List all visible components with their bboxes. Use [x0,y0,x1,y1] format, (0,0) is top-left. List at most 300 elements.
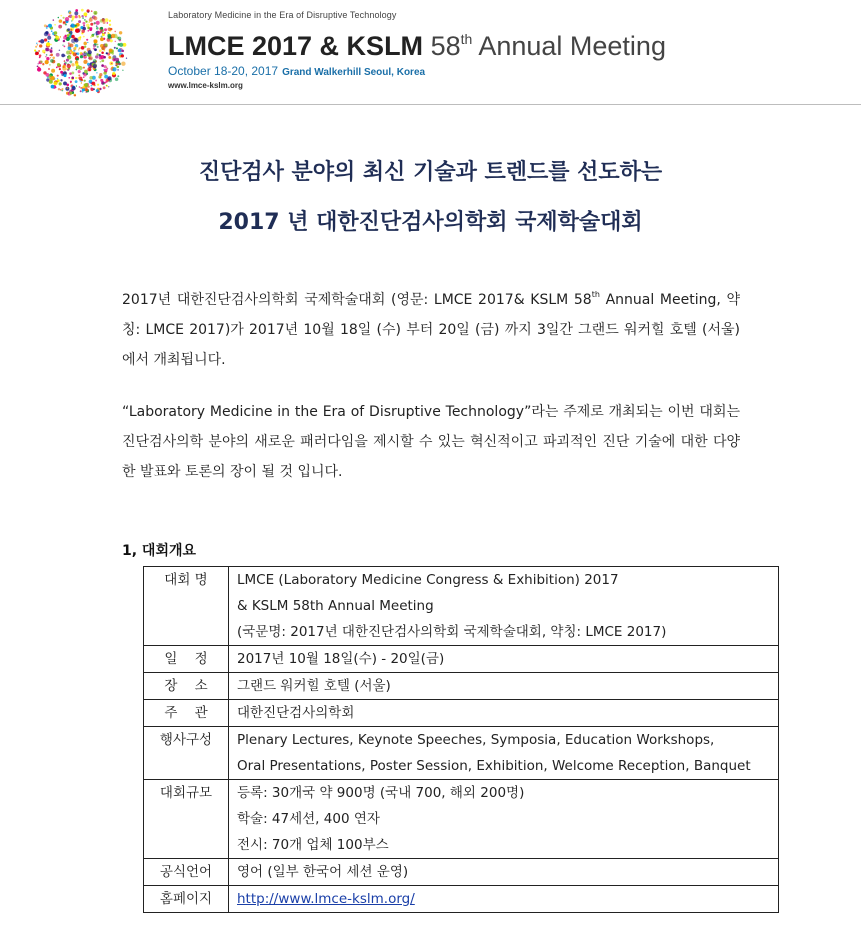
logo-dot [75,54,76,55]
logo-dot [84,70,88,74]
logo-dot [69,31,70,32]
logo-dot [82,22,85,25]
logo-dot [75,80,78,83]
logo-dot [45,48,48,51]
logo-dot [107,22,108,23]
logo-dot [45,60,49,64]
logo-dot [60,71,63,74]
table-row-value [229,700,779,727]
logo-dot [54,31,57,34]
logo-dot [76,52,79,55]
logo-dot [76,85,77,86]
table-row-value [229,886,779,913]
logo-dot [115,58,119,62]
logo-dot [96,27,99,30]
table-row [144,700,779,727]
logo-dot [106,52,108,54]
logo-dot [99,49,102,52]
logo-dot [110,28,112,30]
logo-dot [48,24,52,28]
logo-dot [96,35,98,37]
logo-dot [104,65,107,68]
logo-dot [97,31,101,35]
logo-dot [101,29,103,31]
logo-dot [93,39,97,43]
logo-dot [85,88,88,91]
logo-dot [64,60,65,61]
logo-dot [89,56,93,60]
logo-dot [71,35,75,39]
logo-dot [51,85,55,89]
table-row-value [229,859,779,886]
logo-dot [83,73,86,76]
logo-dot [112,52,114,54]
table-value-line: 학술: 47세션, 400 연자 [237,811,380,827]
table-row-label: 대회 명 [144,567,229,646]
section-title-overview: 1, 대회개요 [122,543,197,559]
logo-dot [74,11,78,15]
logo-dot [97,84,99,86]
logo-dot [63,40,65,42]
logo-dot [84,46,86,48]
logo-dot [67,87,69,89]
logo-dot [105,18,109,22]
logo-dot [118,63,120,65]
logo-dot [49,64,51,66]
logo-dot [101,64,104,67]
table-row-label: 행사구성 [144,727,229,780]
logo-dot [46,54,48,56]
logo-dot [60,26,62,28]
table-value-line: 영어 (일부 한국어 세션 운영) [237,864,409,880]
logo-dot [70,82,72,84]
logo-dot [91,10,93,12]
logo-dot [87,67,91,71]
logo-dot [111,66,113,68]
logo-dot [93,64,97,68]
logo-dot [118,43,121,46]
logo-dot [69,33,71,35]
logo-dot [57,78,58,79]
logo-dot [122,50,125,53]
table-row-value [229,727,779,780]
logo-dot [69,92,72,95]
logo-dot [78,20,81,23]
logo-dot [88,21,90,23]
logo-dot [115,62,118,65]
logo-dot [63,74,66,77]
logo-dot [90,27,93,30]
logo-dot [88,50,92,54]
logo-dot [76,58,79,61]
logo-dot [110,38,111,39]
logo-dot [34,49,36,51]
table-row [144,673,779,700]
intro-paragraph-1 [122,285,740,375]
table-row [144,886,779,913]
table-row-value [229,673,779,700]
logo-dot [85,20,87,22]
logo-dot [114,31,115,32]
logo-dot [114,47,116,49]
logo-dot [58,88,60,90]
logo-dot [81,9,84,12]
logo-dot [69,72,72,75]
logo-dot [126,58,127,59]
logo-dot [84,19,86,21]
logo-dot [115,41,116,42]
logo-dot [93,16,97,20]
header-url[interactable]: www.lmce-kslm.org [168,81,243,90]
logo-dot [90,65,92,67]
header-divider [0,104,861,105]
logo-dot [82,91,84,93]
logo-dot [71,71,74,74]
logo-dot [96,25,98,27]
logo-dot [79,86,81,88]
logo-dot [83,25,85,27]
logo-dot [38,50,40,52]
logo-dot [50,57,51,58]
logo-dot [90,87,92,89]
logo-dot [116,65,119,68]
logo-dot [75,29,79,33]
logo-dot [68,55,70,57]
logo-dot [91,85,93,87]
table-value-line: 등록: 30개국 약 900명 (국내 700, 해외 200명) [237,785,525,801]
logo-dot [69,52,71,54]
logo-dot [118,49,121,52]
logo-dot [70,29,72,31]
logo-dot [68,16,70,18]
table-row [144,727,779,780]
table-row-label: 홈페이지 [144,886,229,913]
logo-dot [39,54,42,57]
logo-dot [75,69,77,71]
logo-dot [117,75,119,77]
logo-dot [106,68,108,70]
logo-dot [38,63,39,64]
logo-dot [79,28,81,30]
logo-dot [121,62,125,66]
logo-dot [50,50,53,53]
logo-dot [44,38,47,41]
logo-dot [71,63,74,66]
logo-dot [62,45,63,46]
logo-dot [115,78,119,82]
header-title [168,24,666,61]
logo-dot [51,69,55,73]
logo-dot [46,42,50,46]
logo-dot [60,89,62,91]
logo-dot [35,46,37,48]
logo-dot [121,54,124,57]
header-text [168,10,666,90]
logo-dot [78,74,80,76]
logo-dot [96,89,99,92]
logo-dot [89,76,93,80]
logo-dot [96,53,98,55]
logo-dot [37,66,39,68]
logo-dot [92,82,96,86]
logo-dot [36,43,37,44]
logo-dot [87,42,88,43]
logo-dot [83,12,87,16]
logo-dot [83,76,85,78]
logo-dot [57,75,59,77]
logo-dot [74,38,78,42]
table-row-label: 장 소 [144,673,229,700]
logo-dot [94,23,96,25]
logo-dot [90,23,93,26]
logo-dot [63,21,65,23]
logo-dot [84,80,86,82]
logo-dot [109,20,111,22]
logo-dot [86,39,88,41]
logo-dot [92,34,94,36]
table-row-label: 주 관 [144,700,229,727]
logo-dot [61,54,65,58]
logo-dot [67,69,69,71]
logo-dot [114,59,116,61]
logo-dot [101,36,103,38]
logo-dot [112,72,115,75]
logo-dot [104,32,105,33]
table-row [144,567,779,646]
logo-dot [54,24,56,26]
table-row [144,780,779,859]
logo-dot [81,15,83,17]
logo-dot [93,88,95,90]
logo-dot [46,57,49,60]
table-value-line: 2017년 10월 18일(수) - 20일(금) [237,651,445,667]
logo-dot [86,24,89,27]
logo-dot [42,50,45,53]
logo-dot [103,86,106,89]
table-row-label: 일 정 [144,646,229,673]
logo-dot [59,68,61,70]
logo-dot [104,43,107,46]
logo-dot [66,50,70,54]
logo-dot [103,71,106,74]
logo-dot [80,55,83,58]
logo-dot [94,48,97,51]
logo-dot [63,36,67,40]
logo-dot [60,79,62,81]
overview-table [143,566,779,913]
logo-dot [60,36,61,37]
logo-dot [110,39,113,42]
logo-dot [101,46,105,50]
logo-dot [57,63,60,66]
logo-dot [82,17,84,19]
logo-dot [62,88,64,90]
logo-dot [117,69,119,71]
logo-dot [71,24,75,28]
logo-dot [71,77,74,80]
logo-dot [75,15,78,18]
logo-dot [119,31,122,34]
logo-dot [104,28,107,31]
logo-dot [83,60,87,64]
table-row [144,646,779,673]
logo-dot [59,82,62,85]
logo-dot [56,53,60,57]
logo-dot [100,37,104,41]
logo-dot [75,63,78,66]
logo-dot [103,56,106,59]
logo-dot [81,29,85,33]
logo-dot [71,16,75,20]
logo-dot [53,81,57,85]
logo-dot [65,17,69,21]
logo-dot [75,47,77,49]
headline-line1: 진단검사 분야의 최신 기술과 트렌드를 선도하는 [198,160,663,185]
logo-dot [52,57,55,60]
intro-paragraph-2: “Laboratory Medicine in the Era of Disruptive Technology”라는 주제로 개최되는 이번 대회는 진단검사의학 분야의 새로운 패러다임을 제시할 수 있는 혁신적이고 파괴적인 진단 기술에 대한 다양한 발표와 토론의 장이 될 것 입니다. [122,404,740,480]
logo-dot [79,77,83,81]
table-row-value [229,646,779,673]
logo-dot [100,61,102,63]
logo-dot [80,90,82,92]
logo-dot [45,31,48,34]
logo-dot [75,77,77,79]
logo-dot [93,11,97,15]
table-value-line: LMCE (Laboratory Medicine Congress & Exhibition) 2017 [237,572,619,588]
logo-dot [64,63,66,65]
logo-dot [96,72,98,74]
header-title-main: LMCE 2017 & KSLM [168,31,424,61]
logo-dot [102,18,105,21]
logo-dot [109,49,113,53]
logo-dot [70,43,74,47]
table-value-line: (국문명: 2017년 대한진단검사의학회 국제학술대회, 약칭: LMCE 2017) [237,624,667,640]
logo-dot [104,50,105,51]
logo-dot [100,79,103,82]
logo-dot [71,20,72,21]
headline-line2: 2017 년 대한진단검사의학회 국제학술대회 [218,210,643,235]
logo-dot [44,24,47,27]
logo-dot [59,50,61,52]
logo-dot [97,46,99,48]
header-venue: Grand Walkerhill Seoul, Korea [282,67,426,78]
logo-dot [92,17,93,18]
logo-dot [40,60,43,63]
logo-dot [39,44,42,47]
logo-dot [116,47,118,49]
logo-dot [50,54,53,57]
table-value-line: 대한진단검사의학회 [237,705,355,721]
logo-dot [83,53,87,57]
logo-dot [95,55,98,58]
logo-dot [83,67,85,69]
logo-dot [69,11,72,14]
logo-dot [45,56,47,58]
table-row-value [229,567,779,646]
logo-dot [88,11,89,12]
intro-p1-part-a: 2017년 대한진단검사의학회 국제학술대회 (영문: LMCE 2017& KSLM 58 [122,292,592,308]
logo-dot [81,46,85,50]
table-row-value [229,780,779,859]
logo-dot [80,52,83,55]
logo-dot [93,59,97,63]
logo-dot [35,52,38,55]
logo-dot [50,44,52,46]
lmce-logo-dots [30,5,132,101]
logo-dot [51,30,53,32]
logo-dot [56,67,58,69]
logo-dot [63,65,66,68]
logo-dot [99,76,101,78]
logo-dot [78,49,79,50]
logo-dot [109,24,111,26]
logo-dot [81,82,82,83]
logo-dot [122,70,123,71]
logo-dot [107,76,111,80]
logo-dot [53,19,54,20]
header-tagline: Laboratory Medicine in the Era of Disruptive Technology [168,10,397,20]
homepage-link[interactable]: http://www.lmce-kslm.org/ [237,891,415,907]
table-value-line: Plenary Lectures, Keynote Speeches, Symposia, Education Workshops, [237,732,715,748]
logo-dot [97,44,99,46]
header-title-num: 58 [430,31,461,61]
logo-dot [68,77,70,79]
logo-dot [74,95,76,97]
logo-dot [48,68,50,70]
page-header [0,0,861,104]
logo-dot [89,18,93,22]
logo-dot [63,81,67,85]
logo-dot [37,67,41,71]
logo-dot [104,75,108,79]
logo-dot [55,36,59,40]
logo-dot [87,30,89,32]
intro-p1-part-b: Annual Meeting, 약칭: LMCE 2017)가 2017년 10월 18일 (수) 부터 20일 (금) 까지 3일간 그랜드 워커힐 호텔 (서울)에서 개최됩니다. [122,292,740,368]
logo-dot [111,34,115,38]
table-row [144,859,779,886]
logo-dot [47,36,51,40]
logo-dot [60,15,62,17]
logo-dot [42,63,44,65]
logo-dot [78,70,81,73]
logo-dot [49,80,53,84]
logo-dot [95,80,97,82]
logo-dot [118,37,122,41]
logo-dot [101,52,104,55]
logo-dot [104,82,106,84]
logo-dot [69,60,72,63]
logo-dot [106,85,108,87]
table-value-line: 그랜드 워커힐 호텔 (서울) [237,678,391,694]
logo-dot [71,86,75,90]
logo-dot [108,56,111,59]
logo-dot [63,45,65,47]
header-title-tail: Annual Meeting [478,31,666,61]
logo-dot [67,64,71,68]
logo-dot [79,16,81,18]
table-value-line: Oral Presentations, Poster Session, Exhibition, Welcome Reception, Banquet [237,758,751,774]
header-title-sup: th [460,31,473,47]
logo-dot [58,17,60,19]
logo-dot [83,42,87,46]
logo-dot [83,36,85,38]
logo-dot [51,47,53,49]
logo-dot [99,73,102,76]
table-value-line: 전시: 70개 업체 100부스 [237,837,389,853]
logo-dot [90,36,92,38]
logo-dot [37,44,38,45]
logo-dot [111,63,113,65]
